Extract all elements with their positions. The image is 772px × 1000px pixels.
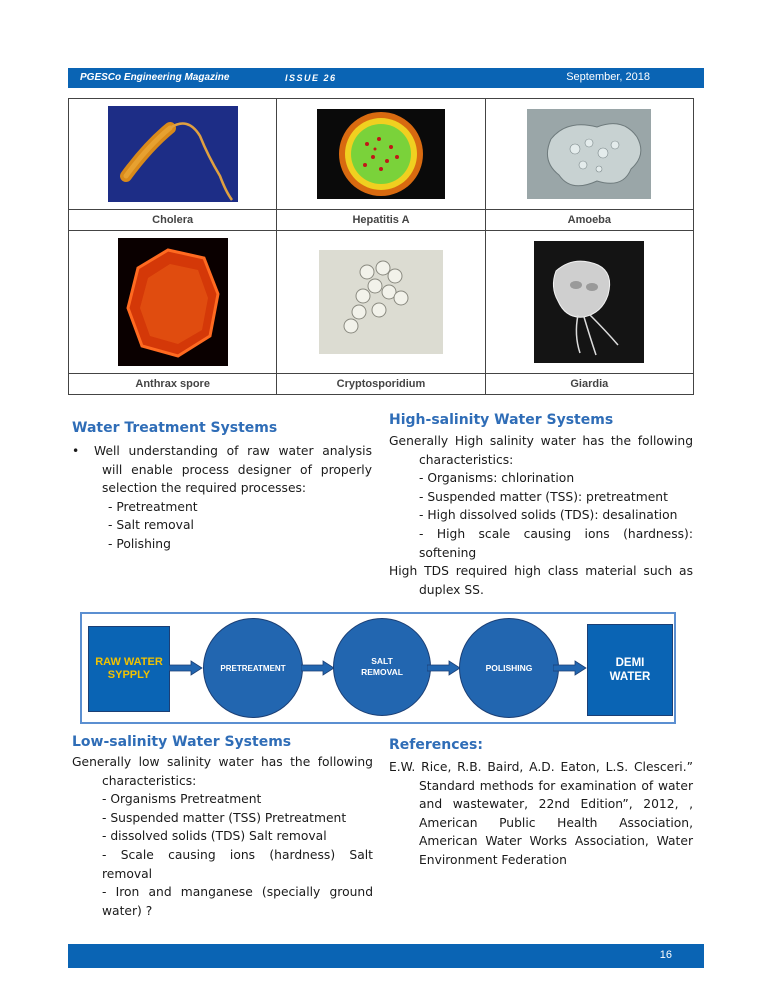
caption-anthrax-spore: Anthrax spore (69, 374, 277, 395)
pretreatment-circle (203, 618, 303, 718)
high-salinity-intro: Generally High salinity water has the following characteristics: (389, 434, 693, 467)
references-heading: References: (389, 737, 483, 753)
flow-arrow (427, 660, 461, 676)
low-salinity-body (72, 753, 373, 920)
salt-removal-label: SALT REMOVAL (361, 656, 403, 677)
raw-water-label: RAW WATER SYPPLY (95, 656, 163, 681)
flow-arrow (301, 660, 335, 676)
cholera-cell (69, 99, 277, 210)
characteristic-item: - High scale causing ions (hardness): softening (419, 526, 693, 560)
characteristic-item: - Organisms Pretreatment (102, 792, 262, 807)
water-treatment-body (72, 442, 372, 554)
treatment-flow-diagram (80, 612, 676, 724)
high-salinity-outro: High TDS required high class material such as duplex SS. (389, 564, 693, 597)
hepatitis-cell (277, 99, 485, 210)
low-salinity-intro: Generally low salinity water has the following characteristics: (72, 755, 373, 788)
anthrax-spore-image (118, 238, 228, 366)
references-body (389, 758, 693, 870)
page-number: 16 (659, 949, 672, 961)
characteristic-item: - Scale causing ions (hardness) Salt removal (102, 847, 373, 881)
pretreatment-label: PRETREATMENT (220, 663, 286, 673)
page-header (68, 68, 704, 88)
issue-number: ISSUE 26 (285, 73, 337, 83)
reference-entry: E.W. Rice, R.B. Baird, A.D. Eaton, L.S. Clesceri.” Standard methods for examination of water and wastewater, 22nd Edition”, 2012, , American Public Health Association, American Water Works Association, Water Environment Federation (389, 760, 693, 867)
characteristic-item: - Suspended matter (TSS): pretreatment (419, 489, 668, 504)
characteristic-item: - Iron and manganese (specially ground water) ? (102, 885, 373, 918)
process-item: - Salt removal (108, 518, 194, 533)
flow-arrow (169, 660, 203, 676)
caption-hepatitis-a: Hepatitis A (277, 210, 485, 231)
characteristic-item: - High dissolved solids (TDS): desalination (419, 508, 678, 523)
page-footer (68, 944, 704, 968)
magazine-name: PGESCo Engineering Magazine (80, 72, 230, 83)
anthrax-cell (69, 231, 277, 374)
characteristic-item: - Organisms: chlorination (419, 471, 575, 486)
caption-cryptosporidium: Cryptosporidium (277, 374, 485, 395)
microorganism-figure-grid (68, 98, 694, 395)
flow-arrow (553, 660, 587, 676)
caption-amoeba: Amoeba (485, 210, 693, 231)
caption-cholera: Cholera (69, 210, 277, 231)
characteristic-item: - Suspended matter (TSS) Pretreatment (102, 810, 347, 825)
bullet-text: Well understanding of raw water analysis will enable process designer of properly selection the required processes: (94, 444, 372, 496)
process-item: - Pretreatment (108, 499, 198, 514)
high-salinity-heading: High-salinity Water Systems (389, 412, 614, 428)
giardia-cell (485, 231, 693, 374)
cryptosporidium-image (319, 250, 443, 354)
amoeba-cell (485, 99, 693, 210)
giardia-image (534, 241, 644, 363)
water-treatment-bullet: • Well understanding of raw water analysis will enable process designer of properly selection the required processes: (72, 444, 372, 496)
cholera-bacterium-image (108, 106, 238, 202)
demi-water-label: DEMI WATER (609, 657, 651, 683)
polishing-label: POLISHING (485, 663, 533, 673)
high-salinity-body (389, 432, 693, 599)
cryptosporidium-cell (277, 231, 485, 374)
characteristic-item: - dissolved solids (TDS) Salt removal (102, 829, 327, 844)
issue-date: September, 2018 (566, 71, 650, 83)
low-salinity-heading: Low-salinity Water Systems (72, 734, 292, 750)
water-treatment-heading: Water Treatment Systems (72, 420, 278, 436)
amoeba-image (527, 109, 651, 199)
hepatitis-a-virus-image (317, 109, 445, 199)
raw-water-box (88, 626, 170, 712)
polishing-circle (459, 618, 559, 718)
demi-water-box (587, 624, 673, 716)
process-item: - Polishing (108, 536, 171, 551)
caption-giardia: Giardia (485, 374, 693, 395)
salt-removal-circle (333, 618, 431, 716)
